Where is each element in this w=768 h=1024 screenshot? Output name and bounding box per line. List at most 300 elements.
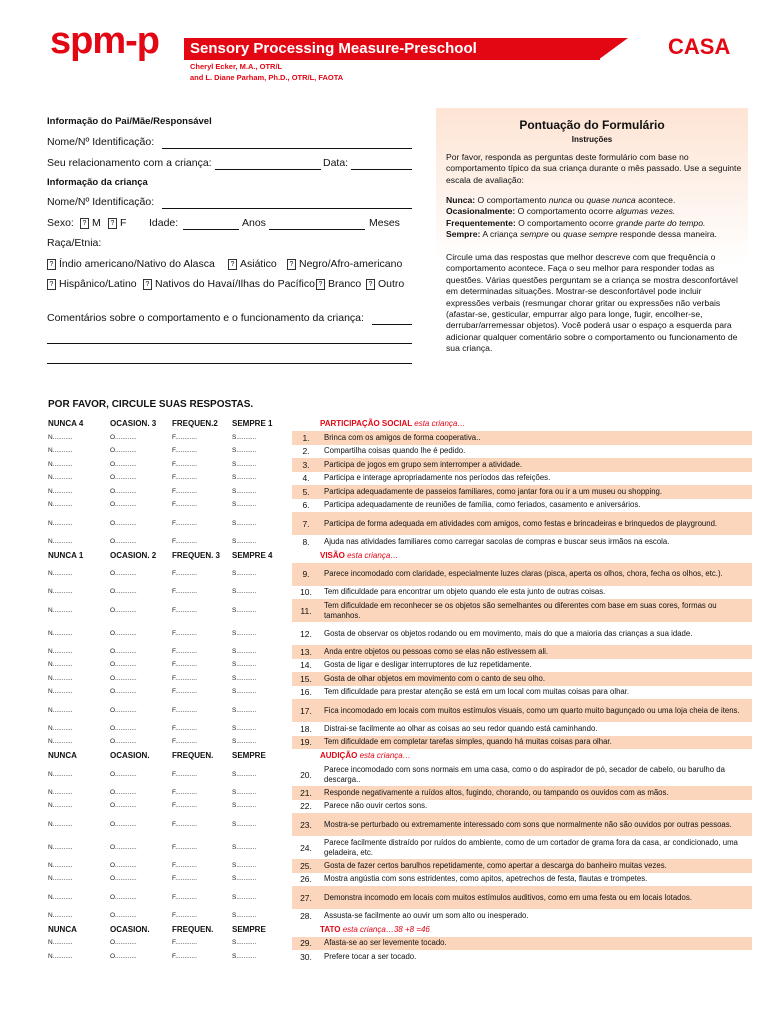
- race-option[interactable]: ? Nativos do Havaí/Ilhas do Pacífico: [143, 278, 315, 290]
- response-option-s[interactable]: S...........: [232, 433, 257, 441]
- response-option-s[interactable]: S...........: [232, 875, 257, 883]
- question-number: 22.: [300, 801, 312, 812]
- response-option-o[interactable]: O............: [110, 724, 137, 732]
- comments-label: Comentários sobre o comportamento e o funcionamento da criança:: [47, 312, 364, 324]
- question-row: [48, 622, 752, 645]
- response-option-n[interactable]: N...........: [48, 588, 73, 596]
- question-text: Prefere tocar a ser tocado.: [324, 951, 417, 961]
- response-option-s[interactable]: S...........: [232, 802, 257, 810]
- response-option-f[interactable]: F............: [172, 706, 197, 714]
- race-option[interactable]: ? Índio americano/Nativo do Alasca: [47, 258, 215, 270]
- response-option-n[interactable]: N...........: [48, 570, 73, 577]
- question-row: [48, 699, 752, 722]
- question-number: 3.: [292, 458, 320, 472]
- response-option-f[interactable]: F............: [172, 911, 197, 919]
- response-option-f[interactable]: F............: [172, 647, 197, 655]
- section-hint: esta criança…: [347, 550, 399, 560]
- question-row: [48, 886, 752, 909]
- date-label: Data:: [323, 157, 349, 169]
- rating-column-header: SEMPRE: [232, 924, 266, 934]
- question-text: Parece incomodado com claridade, especialmente luzes claras (pisca, aperta os olhos, chora, fecha os olhos, etc.).: [320, 563, 752, 586]
- question-number: 17.: [292, 699, 320, 722]
- response-option-s[interactable]: S...........: [232, 661, 257, 669]
- header-spacer: [292, 417, 320, 431]
- question-text: Distrai-se facilmente ao olhar as coisas ao seu redor quando está caminhando.: [324, 723, 598, 733]
- response-option-n[interactable]: N...........: [48, 724, 73, 732]
- question-row: [48, 512, 752, 535]
- response-option-n[interactable]: N...........: [48, 647, 73, 655]
- header-spacer: [292, 549, 320, 563]
- response-option-o[interactable]: O............: [110, 501, 137, 509]
- response-option-n[interactable]: N...........: [48, 820, 73, 828]
- rating-column-header: OCASION. 3: [110, 419, 157, 428]
- question-row: [48, 563, 752, 586]
- question-row: [48, 859, 752, 873]
- response-option-o[interactable]: O............: [110, 606, 137, 614]
- response-option-n[interactable]: N...........: [48, 433, 73, 441]
- response-option-n[interactable]: N...........: [48, 606, 73, 614]
- response-option-s[interactable]: S...........: [232, 588, 257, 596]
- question-row: [48, 813, 752, 836]
- response-option-f[interactable]: F............: [172, 788, 197, 796]
- response-option-f[interactable]: F............: [172, 433, 197, 441]
- question-row: [48, 599, 752, 622]
- response-option-f[interactable]: F............: [172, 487, 197, 495]
- response-option-n[interactable]: N...........: [48, 788, 73, 796]
- rating-column-header: SEMPRE: [232, 751, 266, 760]
- response-option-o[interactable]: O............: [110, 588, 137, 596]
- race-option[interactable]: ? Asiático: [228, 258, 277, 270]
- response-option-n[interactable]: N...........: [48, 911, 73, 919]
- section-title: VISÃO: [320, 550, 345, 560]
- circle-answers-lead: POR FAVOR, CIRCULE SUAS RESPOSTAS.: [48, 399, 254, 410]
- question-number: 2.: [302, 446, 310, 457]
- question-number: 28.: [300, 910, 312, 921]
- race-option[interactable]: ? Hispânico/Latino: [47, 278, 137, 290]
- child-name-label: Nome/Nº Identificação:: [47, 196, 155, 208]
- response-option-o[interactable]: O............: [110, 820, 137, 828]
- question-text: Tem dificuldade para prestar atenção se está em um local com muitas coisas para olhar.: [324, 687, 630, 697]
- question-number: 13.: [292, 645, 320, 659]
- parent-info-heading: Informação do Pai/Mãe/Responsável: [47, 116, 212, 127]
- question-number: 23.: [292, 813, 320, 836]
- question-row: [48, 786, 752, 800]
- question-text: Demonstra incomodo em locais com muitos estímulos auditivos, como em uma festa ou em locais lotados.: [320, 886, 752, 909]
- response-option-o[interactable]: O............: [110, 952, 137, 960]
- race-option[interactable]: ? Outro: [366, 278, 404, 290]
- response-option-f[interactable]: F............: [172, 570, 197, 577]
- response-option-f[interactable]: F............: [172, 861, 197, 869]
- months-label: Meses: [369, 217, 400, 229]
- circle-instructions: Circule uma das respostas que melhor descreve com que frequência o comportamento acontece. Faça o seu melhor para responder todas as questões. Várias questões perguntam se a criança se mostra desconfortável em determinadas situações. Mostrar-se desconfortável pode incluir expressões verbais (resmungar chorar gritar ou expressões não verbais (afastar-se, gesticular, empurrar algo para longe, fugir, encolher-se, derrubar/arremessar objetos). Você poderá usar o espaço a esquerda para adicionar qualquer comentário sobre o comportamento ou funcionamento de sua criança.: [446, 252, 738, 354]
- response-option-f[interactable]: F............: [172, 724, 197, 732]
- response-option-s[interactable]: S...........: [232, 629, 257, 637]
- question-text: Tem dificuldade em reconhecer se os objetos são semelhantes ou diferentes com base em suas cores, formas ou tamanhos.: [320, 599, 752, 622]
- response-option-s[interactable]: S...........: [232, 843, 257, 851]
- author-line-1: Cheryl Ecker, M.A., OTR/L: [190, 62, 283, 71]
- response-option-s[interactable]: S...........: [232, 447, 257, 455]
- response-option-n[interactable]: N...........: [48, 629, 73, 637]
- question-row: [48, 586, 752, 600]
- response-option-n[interactable]: N...........: [48, 519, 73, 527]
- rating-column-header: SEMPRE 4: [232, 550, 273, 560]
- response-option-o[interactable]: O............: [110, 629, 137, 637]
- response-option-n[interactable]: N...........: [48, 460, 73, 468]
- response-option-n[interactable]: N...........: [48, 843, 73, 851]
- response-option-f[interactable]: F............: [172, 952, 197, 960]
- response-option-n[interactable]: N...........: [48, 537, 73, 545]
- response-option-f[interactable]: F............: [172, 501, 197, 509]
- question-text: Parece incomodado com sons normais em uma casa, como o do aspirador de pó, secador de cabelo, ou barulho da descarga..: [324, 764, 725, 784]
- rating-column-header: FREQUEN.: [172, 924, 214, 934]
- section-hint: esta criança…38 +8 =46: [342, 924, 430, 934]
- response-option-s[interactable]: S...........: [232, 674, 257, 682]
- question-number: 21.: [292, 786, 320, 800]
- question-text: Ajuda nas atividades familiares como carregar sacolas de compras e buscar seus irmãos na escola.: [324, 536, 670, 546]
- scale-item: Nunca: O comportamento nunca ou quase nunca acontece.: [446, 195, 676, 205]
- response-option-o[interactable]: O............: [110, 861, 137, 869]
- question-row: [48, 645, 752, 659]
- question-text: Tem dificuldade para encontrar um objeto quando ele esta junto de outras coisas.: [324, 587, 606, 597]
- response-option-o[interactable]: O............: [110, 674, 137, 682]
- section-hint: esta criança…: [359, 751, 411, 760]
- question-text: Anda entre objetos ou pessoas como se elas não estivessem ali.: [320, 645, 752, 659]
- response-option-f[interactable]: F............: [172, 537, 197, 545]
- response-option-s[interactable]: S...........: [232, 519, 257, 527]
- question-row: [48, 445, 752, 459]
- question-text: Fica incomodado em locais com muitos estímulos visuais, como um quarto muito bagunçado ou uma loja cheia de itens.: [320, 699, 752, 722]
- response-option-o[interactable]: O............: [110, 688, 137, 696]
- response-option-o[interactable]: O............: [110, 802, 137, 810]
- scoring-intro: Por favor, responda as perguntas deste formulário com base no comportamento típico da sua criança durante o mês passado. Use a seguinte escala de avaliação:: [446, 152, 742, 185]
- rating-column-header: OCASION.: [110, 924, 150, 934]
- checkbox-icon: ?: [108, 218, 117, 229]
- section-hint: esta criança…: [414, 419, 466, 428]
- response-option-f[interactable]: F............: [172, 460, 197, 468]
- question-text: Compartilha coisas quando lhe é pedido.: [324, 446, 466, 456]
- response-option-o[interactable]: O............: [110, 447, 137, 455]
- sex-option-m[interactable]: ? M: [80, 217, 101, 229]
- question-number: 26.: [300, 874, 312, 885]
- checkbox-icon: ?: [316, 279, 325, 290]
- question-text: Parece não ouvir certos sons.: [324, 801, 428, 811]
- response-option-f[interactable]: F............: [172, 843, 197, 851]
- response-option-n[interactable]: N...........: [48, 861, 73, 869]
- age-months-field[interactable]: [269, 229, 365, 230]
- question-number: 7.: [292, 512, 320, 535]
- question-number: 14.: [300, 660, 312, 671]
- response-option-o[interactable]: O............: [110, 661, 137, 669]
- comments-line[interactable]: [47, 363, 412, 364]
- section-header-row: [48, 923, 752, 937]
- response-option-n[interactable]: N...........: [48, 501, 73, 509]
- rating-column-header: OCASION.: [110, 751, 150, 760]
- question-text: Brinca com os amigos de forma cooperativa..: [320, 431, 752, 445]
- response-option-n[interactable]: N...........: [48, 706, 73, 714]
- response-option-n[interactable]: N...........: [48, 661, 73, 669]
- question-number: 18.: [300, 723, 312, 734]
- response-option-o[interactable]: O............: [110, 893, 137, 901]
- child-name-field[interactable]: [162, 208, 412, 209]
- section-title: AUDIÇÃO: [320, 751, 358, 760]
- response-option-o[interactable]: O............: [110, 647, 137, 655]
- response-option-s[interactable]: S...........: [232, 861, 257, 869]
- question-row: [48, 499, 752, 513]
- section-name: [320, 417, 752, 431]
- section-name: [320, 923, 752, 937]
- response-option-o[interactable]: O............: [110, 537, 137, 545]
- scale-item: Frequentemente: O comportamento ocorre grande parte do tempo.: [446, 217, 706, 228]
- question-number: 6.: [302, 500, 310, 511]
- scale-list: [446, 195, 742, 241]
- question-number: 10.: [300, 587, 312, 598]
- question-number: 11.: [292, 599, 320, 622]
- checkbox-icon: ?: [366, 279, 375, 290]
- response-option-o[interactable]: O............: [110, 706, 137, 714]
- question-text: Mostra angústia com sons estridentes, como apitos, apetrechos de festa, flautas e trompetes.: [324, 874, 648, 884]
- question-row: [48, 431, 752, 445]
- question-text: Participa adequadamente de reuniões de família, como feriados, casamento e aniversários.: [324, 500, 641, 510]
- age-label: Idade:: [149, 217, 179, 229]
- section-header-row: [48, 549, 752, 563]
- rating-column-header: NUNCA: [48, 751, 77, 760]
- section-header-row: [48, 749, 752, 763]
- response-option-n[interactable]: N...........: [48, 447, 73, 455]
- response-option-n[interactable]: N...........: [48, 770, 73, 778]
- response-option-o[interactable]: O............: [110, 770, 137, 778]
- response-option-n[interactable]: N...........: [48, 952, 73, 960]
- response-option-s[interactable]: S...........: [232, 893, 257, 901]
- rating-column-header: NUNCA 1: [48, 550, 84, 560]
- question-text: Participa adequadamente de passeios familiares, como jantar fora ou ir a um museu ou shopping.: [320, 485, 752, 499]
- checkbox-icon: ?: [228, 259, 237, 270]
- question-number: 15.: [292, 672, 320, 686]
- comments-field[interactable]: [372, 324, 412, 325]
- comments-line[interactable]: [47, 343, 412, 344]
- response-option-f[interactable]: F............: [172, 474, 197, 482]
- question-row: [48, 909, 752, 923]
- response-option-o[interactable]: O............: [110, 570, 137, 577]
- years-label: Anos: [242, 217, 266, 229]
- response-option-o[interactable]: O............: [110, 460, 137, 468]
- response-option-o[interactable]: O............: [110, 939, 137, 947]
- response-option-s[interactable]: S...........: [232, 770, 257, 778]
- response-option-o[interactable]: O............: [110, 519, 137, 527]
- section-name: [320, 749, 752, 763]
- response-option-s[interactable]: S...........: [232, 706, 257, 714]
- response-option-f[interactable]: F............: [172, 674, 197, 682]
- response-option-n[interactable]: N...........: [48, 738, 73, 746]
- form-title: Sensory Processing Measure-Preschool: [190, 40, 477, 57]
- question-number: 5.: [292, 485, 320, 499]
- response-option-s[interactable]: S...........: [232, 487, 257, 495]
- response-option-f[interactable]: F............: [172, 893, 197, 901]
- response-option-f[interactable]: F............: [172, 770, 197, 778]
- response-option-n[interactable]: N...........: [48, 939, 73, 947]
- checkbox-icon: ?: [287, 259, 296, 270]
- question-number: 30.: [300, 951, 312, 962]
- response-option-s[interactable]: S...........: [232, 501, 257, 509]
- response-option-f[interactable]: F............: [172, 939, 197, 947]
- race-option[interactable]: ? Branco: [316, 278, 361, 290]
- question-row: [48, 873, 752, 887]
- checkbox-icon: ?: [80, 218, 89, 229]
- section-title: TATO: [320, 924, 341, 934]
- response-option-n[interactable]: N...........: [48, 893, 73, 901]
- question-text: Parece facilmente distraído por ruídos do ambiente, como de um cortador de grama fora da casa, ar condicionado, uma geladeira, etc.: [324, 837, 738, 857]
- question-number: 19.: [292, 736, 320, 750]
- question-number: 8.: [302, 536, 310, 547]
- section-title: PARTICIPAÇÃO SOCIAL: [320, 419, 413, 428]
- parent-name-label: Nome/Nº Identificação:: [47, 136, 155, 148]
- author-line-2: and L. Diane Parham, Ph.D., OTR/L, FAOTA: [190, 73, 344, 82]
- rating-column-header: FREQUEN.: [172, 751, 214, 760]
- response-option-n[interactable]: N...........: [48, 674, 73, 682]
- header-spacer: [292, 923, 320, 937]
- response-option-f[interactable]: F............: [172, 738, 197, 746]
- response-option-f[interactable]: F............: [172, 875, 197, 883]
- scoring-subtitle: Instruções: [571, 135, 613, 144]
- checkbox-icon: ?: [47, 279, 56, 290]
- checkbox-icon: ?: [47, 259, 56, 270]
- response-option-f[interactable]: F............: [172, 629, 197, 637]
- scoring-title: Pontuação do Formulário: [519, 118, 665, 132]
- response-option-s[interactable]: S...........: [232, 939, 257, 947]
- rating-column-header: FREQUEN. 3: [172, 550, 221, 560]
- response-option-o[interactable]: O............: [110, 911, 137, 919]
- form-type-label: CASA: [668, 34, 731, 59]
- race-label: Raça/Etnia:: [47, 237, 102, 249]
- response-option-s[interactable]: S...........: [232, 820, 257, 828]
- section-name: [320, 549, 752, 563]
- response-option-s[interactable]: S...........: [232, 688, 257, 696]
- response-option-s[interactable]: S...........: [232, 724, 257, 732]
- response-option-s[interactable]: S...........: [232, 537, 257, 545]
- response-option-s[interactable]: S...........: [232, 460, 257, 468]
- response-option-s[interactable]: S...........: [232, 474, 257, 482]
- question-row: [48, 800, 752, 814]
- response-option-o[interactable]: O............: [110, 875, 137, 883]
- question-row: [48, 736, 752, 750]
- race-option[interactable]: ? Negro/Afro-americano: [287, 258, 402, 270]
- section-header-row: [48, 417, 752, 431]
- response-option-s[interactable]: S...........: [232, 788, 257, 796]
- questionnaire-table: [48, 417, 752, 964]
- response-option-s[interactable]: S...........: [232, 738, 257, 746]
- question-number: 9.: [292, 563, 320, 586]
- rating-column-header: SEMPRE 1: [232, 419, 273, 428]
- response-option-o[interactable]: O............: [110, 487, 137, 495]
- relationship-field[interactable]: [215, 169, 321, 170]
- question-row: [48, 836, 752, 859]
- response-option-n[interactable]: N...........: [48, 474, 73, 482]
- response-option-o[interactable]: O............: [110, 738, 137, 746]
- response-option-n[interactable]: N...........: [48, 487, 73, 495]
- question-text: Assusta-se facilmente ao ouvir um som alto ou inesperado.: [324, 910, 529, 920]
- response-option-f[interactable]: F............: [172, 661, 197, 669]
- rating-column-header: NUNCA 4: [48, 419, 84, 428]
- question-number: 16.: [300, 687, 312, 698]
- response-option-o[interactable]: O............: [110, 474, 137, 482]
- response-option-n[interactable]: N...........: [48, 688, 73, 696]
- question-row: [48, 686, 752, 700]
- scale-item: Ocasionalmente: O comportamento ocorre algumas vezes.: [446, 206, 676, 217]
- question-text: Participa de forma adequada em atividades com amigos, como festas e brincadeiras e brinquedos de playground.: [320, 512, 752, 535]
- question-row: [48, 722, 752, 736]
- question-text: Participa e interage apropriadamente nos períodos das refeições.: [324, 473, 551, 483]
- question-row: [48, 472, 752, 486]
- response-option-f[interactable]: F............: [172, 688, 197, 696]
- question-row: [48, 672, 752, 686]
- response-option-s[interactable]: S...........: [232, 952, 257, 960]
- question-number: 20.: [300, 769, 312, 780]
- response-option-f[interactable]: F............: [172, 606, 197, 614]
- spm-p-logo: spm-p: [50, 20, 159, 62]
- checkbox-icon: ?: [143, 279, 152, 290]
- question-number: 25.: [292, 859, 320, 873]
- question-text: Afasta-se ao ser levemente tocado.: [320, 937, 752, 951]
- response-option-s[interactable]: S...........: [232, 647, 257, 655]
- age-years-field[interactable]: [183, 229, 239, 230]
- question-text: Responde negativamente a ruídos altos, fugindo, chorando, ou tampando os ouvidos com as mãos.: [320, 786, 752, 800]
- response-option-s[interactable]: S...........: [232, 570, 257, 577]
- response-option-f[interactable]: F............: [172, 519, 197, 527]
- question-text: Tem dificuldade em completar tarefas simples, quando há muitas coisas para olhar.: [320, 736, 752, 750]
- response-option-n[interactable]: N...........: [48, 875, 73, 883]
- question-text: Gosta de ligar e desligar interruptores de luz repetidamente.: [324, 660, 532, 670]
- question-number: 4.: [302, 473, 310, 484]
- response-option-f[interactable]: F............: [172, 588, 197, 596]
- question-row: [48, 937, 752, 951]
- date-field[interactable]: [351, 169, 412, 170]
- question-text: Participa de jogos em grupo sem interromper a atividade.: [320, 458, 752, 472]
- question-number: 27.: [292, 886, 320, 909]
- question-row: [48, 535, 752, 549]
- rating-column-header: OCASION. 2: [110, 550, 157, 560]
- question-row: [48, 950, 752, 964]
- title-bar-tip: [598, 38, 628, 60]
- response-option-f[interactable]: F............: [172, 447, 197, 455]
- question-text: Gosta de fazer certos barulhos repetidamente, como apertar a descarga do banheiro muitas vezes.: [320, 859, 752, 873]
- response-option-s[interactable]: S...........: [232, 606, 257, 614]
- response-option-s[interactable]: S...........: [232, 911, 257, 919]
- question-row: [48, 659, 752, 673]
- child-info-heading: Informação da criança: [47, 177, 148, 188]
- sex-label: Sexo:: [47, 217, 74, 229]
- header-spacer: [292, 749, 320, 763]
- question-row: [48, 763, 752, 786]
- question-number: 24.: [300, 842, 312, 853]
- parent-name-field[interactable]: [162, 148, 412, 149]
- question-text: Mostra-se perturbado ou extremamente interessado com sons que normalmente não são ouvidos por outras pessoas.: [320, 813, 752, 836]
- question-row: [48, 458, 752, 472]
- sex-option-f[interactable]: ? F: [108, 217, 126, 229]
- response-option-o[interactable]: O............: [110, 843, 137, 851]
- question-number: 29.: [292, 937, 320, 951]
- question-number: 12.: [300, 628, 312, 639]
- response-option-o[interactable]: O............: [110, 433, 137, 441]
- question-text: Gosta de olhar objetos em movimento com o canto de seu olho.: [320, 672, 752, 686]
- response-option-f[interactable]: F............: [172, 820, 197, 828]
- question-row: [48, 485, 752, 499]
- rating-column-header: FREQUEN.2: [172, 419, 218, 428]
- response-option-o[interactable]: O............: [110, 788, 137, 796]
- scale-item: Sempre: A criança sempre ou quase sempre responde dessa maneira.: [446, 229, 717, 240]
- relationship-label: Seu relacionamento com a criança:: [47, 157, 212, 169]
- question-number: 1.: [292, 431, 320, 445]
- response-option-f[interactable]: F............: [172, 802, 197, 810]
- response-option-n[interactable]: N...........: [48, 802, 73, 810]
